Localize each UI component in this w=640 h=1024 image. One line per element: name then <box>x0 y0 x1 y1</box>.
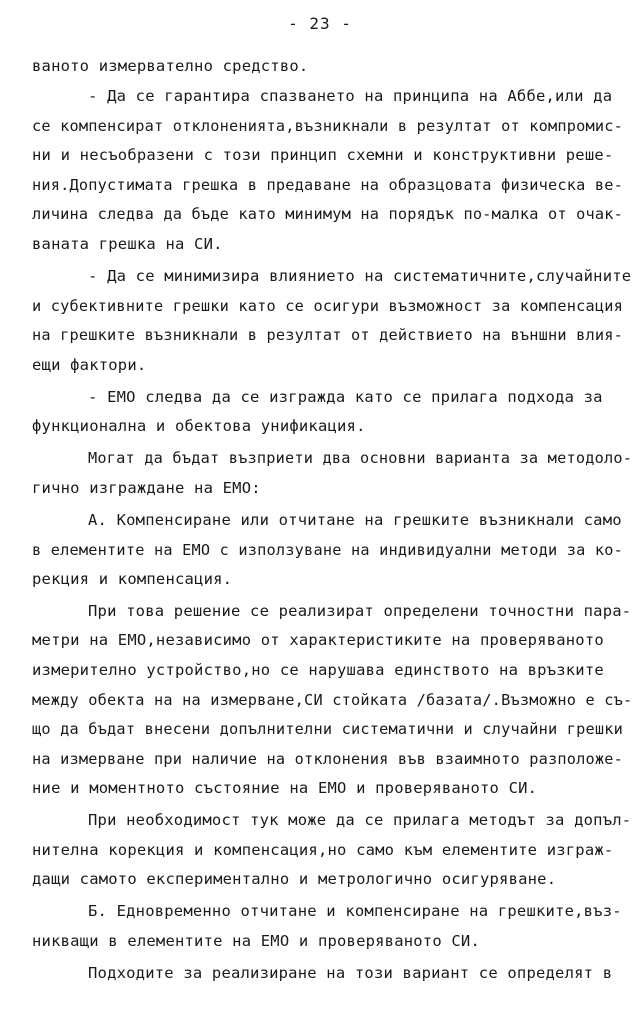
text-line: дащи самото експериментално и метрологично осигуряване. <box>32 870 557 888</box>
text-line: рекция и компенсация. <box>32 570 233 588</box>
text-line: ние и моментното състояние на ЕМО и проверяваното СИ. <box>32 779 538 797</box>
text-line: - ЕМО следва да се изгражда като се прилага подхода за <box>88 388 603 406</box>
text-line: Могат да бъдат възприети два основни варианта за методоло- <box>88 449 633 467</box>
text-line: При това решение се реализират определени точностни пара- <box>88 602 632 620</box>
text-line: на измерване при наличие на отклонения във взаимното разположе- <box>32 750 624 768</box>
text-line: нителна корекция и компенсация,но само към елементите изграж- <box>32 841 614 859</box>
text-line: измерително устройство,но се нарушава единството на връзките <box>32 661 604 679</box>
text-line: Б. Едновременно отчитане и компенсиране на грешките,въз- <box>88 902 622 920</box>
page-number: - 23 - <box>288 14 352 33</box>
text-line: Подходите за реализиране на този вариант се определят в <box>88 964 613 982</box>
text-line: При необходимост тук може да се прилага методът за допъл- <box>88 811 632 829</box>
text-line: функционална и обектова унификация. <box>32 417 366 435</box>
text-line: А. Компенсиране или отчитане на грешките възникнали само <box>88 511 622 529</box>
text-line: ещи фактори. <box>32 356 147 374</box>
text-line: ни и несъобразени с този принцип схемни и конструктивни реше- <box>32 146 614 164</box>
text-line: ния.Допустимата грешка в предаване на образцовата физическа ве- <box>32 176 624 194</box>
text-line: никващи в елементите на ЕМО и проверяваното СИ. <box>32 932 480 950</box>
text-line: метри на ЕМО,независимо от характеристиките на проверяваното <box>32 631 604 649</box>
text-line: в елементите на ЕМО с използуване на индивидуални методи за ко- <box>32 541 624 559</box>
text-line: ваното измервателно средство. <box>32 57 309 75</box>
text-line: - Да се гарантира спазването на принципа на Аббе,или да <box>88 87 613 105</box>
text-line: се компенсират отклоненията,възникнали в резултат от компромис- <box>32 117 624 135</box>
text-line: и субективните грешки като се осигури възможност за компенсация <box>32 297 624 315</box>
text-line: гично изграждане на ЕМО: <box>32 479 261 497</box>
text-line: на грешките възникнали в резултат от действието на външни влия- <box>32 326 624 344</box>
text-line: личина следва да бъде като минимум на порядък по-малка от очак- <box>32 205 624 223</box>
text-line: що да бъдат внесени допълнителни систематични и случайни грешки <box>32 720 624 738</box>
text-line: между обекта на на измерване,СИ стойката /базата/.Възможно е съ- <box>32 691 633 709</box>
text-line: ваната грешка на СИ. <box>32 235 223 253</box>
text-line: - Да се минимизира влиянието на систематичните,случайните <box>88 267 632 285</box>
